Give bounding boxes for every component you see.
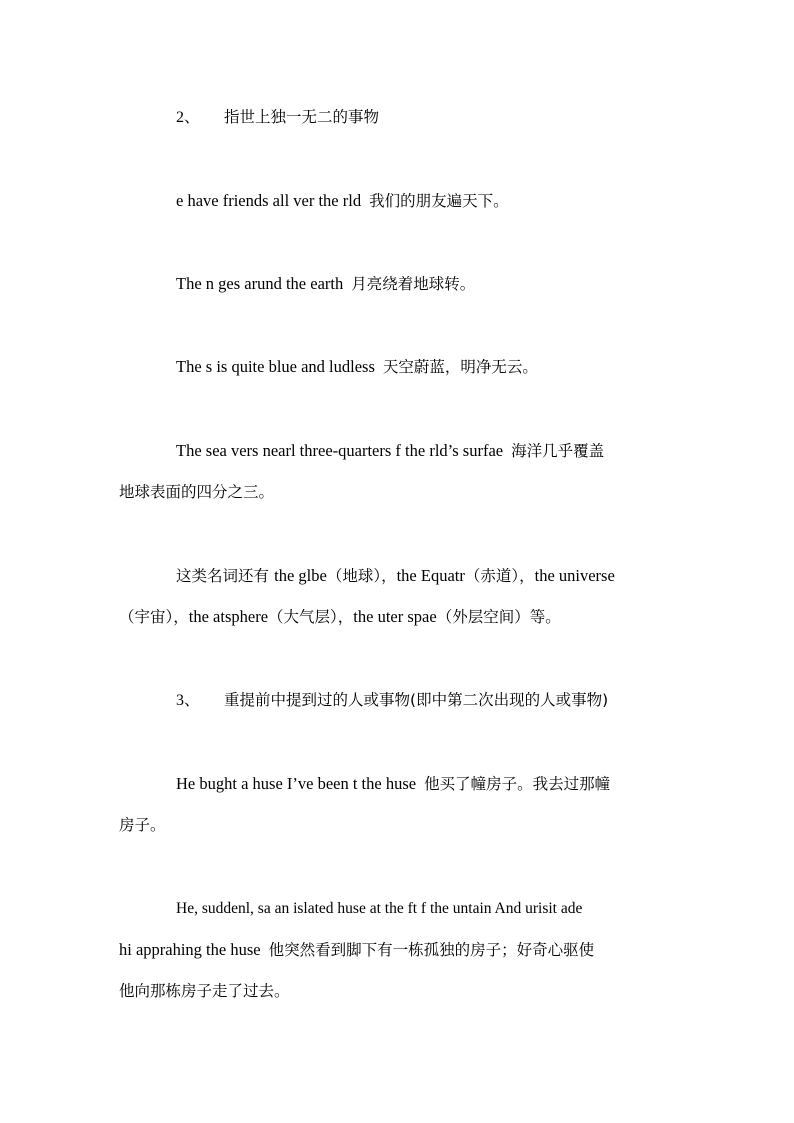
example-sentence-1: [176, 191, 509, 211]
heading-text: 重提前中提到过的人或事物(即中第二次出现的人或事物): [224, 691, 609, 709]
example-sentence-2: [176, 274, 475, 294]
example-sentence-5-continued: [119, 815, 166, 835]
example-sentence-6-continued-2: [119, 981, 290, 1001]
chinese-translation: 月亮绕着地球转。: [351, 275, 476, 293]
term-atmosphere: the atsphere: [188, 607, 269, 626]
gloss: （大气层），: [268, 608, 354, 626]
gloss: （宇宙），: [119, 608, 189, 626]
example-sentence-6-continued: [119, 940, 594, 960]
term-equator: the Equatr: [396, 566, 465, 585]
example-sentence-3: [176, 357, 538, 377]
chinese-translation: 地球表面的四分之三。: [119, 483, 275, 501]
section-heading-3: [176, 690, 608, 711]
english-text: The n ges arund the earth: [176, 274, 344, 293]
chinese-translation: 海洋几乎覆盖: [511, 442, 605, 460]
english-text: The s is quite blue and ludless: [176, 357, 375, 376]
chinese-translation: 他买了幢房子。我去过那幢: [424, 775, 611, 793]
english-text: He, suddenl, sa an islated huse at the ft f the untain And urisit ade: [176, 900, 583, 917]
gloss: （外层空间）等。: [436, 608, 561, 626]
note-paragraph: [176, 566, 615, 586]
heading-text: 指世上独一无二的事物: [224, 108, 380, 126]
chinese-translation: 他突然看到脚下有一栋孤独的房子；好奇心驱使: [268, 941, 595, 959]
english-text: He bught a huse I’ve been t the huse: [176, 774, 417, 793]
heading-number: 3、: [176, 692, 201, 709]
term-outer-space: the uter spae: [353, 607, 437, 626]
term-universe: the universe: [534, 566, 615, 585]
term-globe: the glbe: [274, 566, 327, 585]
gloss: （地球），: [326, 567, 397, 585]
english-text: The sea vers nearl three-quarters f the rld’s surfae: [176, 441, 504, 460]
chinese-translation: 房子。: [119, 816, 166, 834]
example-sentence-6: [176, 898, 676, 919]
note-text: 这类名词还有: [176, 567, 270, 585]
chinese-translation: 他向那栋房子走了过去。: [119, 982, 290, 1000]
note-paragraph-continued: [119, 607, 561, 627]
gloss: （赤道），: [464, 567, 535, 585]
english-text: e have friends all ver the rld: [176, 191, 362, 210]
chinese-translation: 天空蔚蓝，明净无云。: [382, 358, 538, 376]
example-sentence-5: [176, 774, 610, 794]
chinese-translation: 我们的朋友遍天下。: [369, 192, 509, 210]
example-sentence-4-continued: [119, 482, 274, 502]
english-text: hi apprahing the huse: [119, 940, 261, 959]
heading-number: 2、: [176, 109, 201, 126]
example-sentence-4: [176, 441, 604, 461]
section-heading-2: [176, 107, 379, 128]
